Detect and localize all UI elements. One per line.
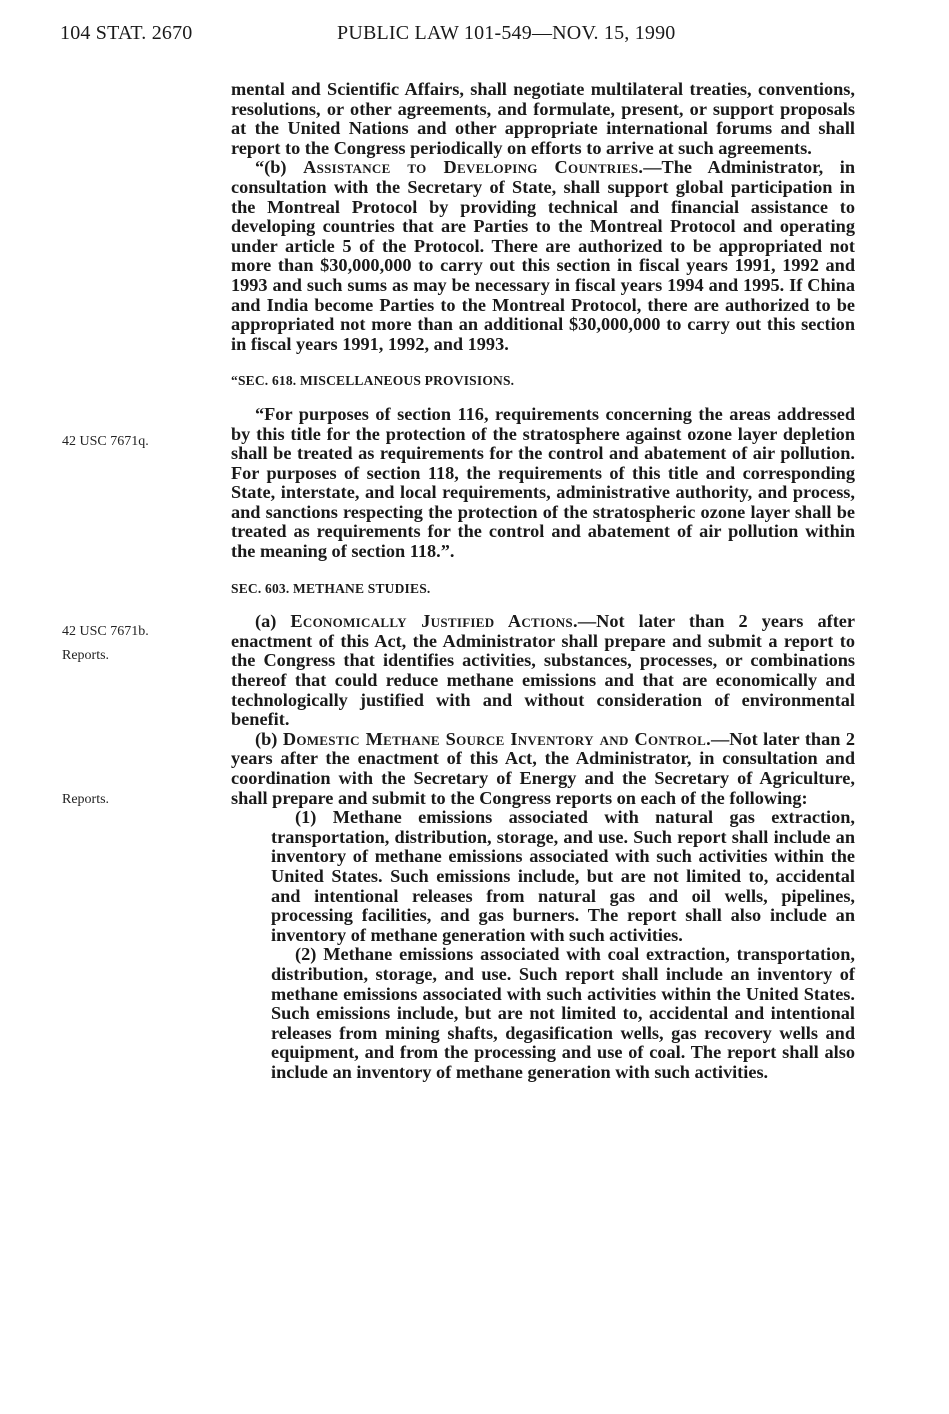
section-603-heading: SEC. 603. METHANE STUDIES. — [231, 580, 431, 596]
margin-note-usc-7671q: 42 USC 7671q. — [62, 434, 149, 449]
list-item-1: (1) Methane emissions associated with natural gas extraction, transportation, distribution, storage, and use. Such report shall include an inventory of methane emissions associated with such activities within the United States. Such emissions include, but are not limited to, accidental and intentional releases from natural gas and oil wells, pipelines, processing facilities, and gas burners. The report shall also include an inventory of methane generation with such activities. — [271, 807, 855, 945]
paragraph-b2-caption: Domestic Methane Source Inventory and Control. — [282, 728, 711, 749]
paragraph-a-body: —Not later than 2 years after enactment of this Act, the Administrator shall prepare and submit a report to the Congress that identifies activities, substances, processes, or combinations thereof that could reduce methane emissions and that are economically and technologically justified with and without consideration of environmental benefit. — [231, 611, 856, 730]
paragraph-b-body: —The Administrator, in consultation with the Secretary of State, shall support global participation in the Montreal Protocol by providing technical and financial assistance to developing countries that are Parties to the Montreal Protocol and operating under article 5 of the Protocol. There are authorized to be appropriated not more than $30,000,000 to carry out this section in fiscal years 1991, 1992 and 1993 and such sums as may be necessary in fiscal years 1994 and 1995. If China and India become Parties to the Montreal Protocol, there are authorized to be appropriated not more than an additional $30,000,000 to carry out this section in fiscal years 1991, 1992, and 1993. — [231, 157, 855, 354]
page-header — [60, 22, 869, 52]
paragraph-b-assistance — [231, 158, 855, 354]
paragraph-intro: mental and Scientific Affairs, shall negotiate multilateral treaties, conventions, resolutions, or other agreements, and formulate, present, or support proposals at the United Nations and other appropriate international forums and shall report to the Congress periodically on efforts to arrive at such agreements. — [231, 79, 855, 158]
paragraph-b-domestic — [231, 730, 855, 808]
stat-page-number: 104 STAT. 2670 — [60, 22, 193, 44]
paragraph-b-caption: Assistance to Developing Countries. — [303, 157, 644, 178]
list-item-2: (2) Methane emissions associated with coal extraction, transportation, distribution, storage, and use. Such report shall include an inventory of methane emissions associated with such activities within the United States. Such emissions include, but are not limited to, accidental and intentional releases from mining shafts, degasification wells, gas recovery wells and equipment, and from the processing and use of coal. The report shall also include an inventory of methane generation with such activities. — [271, 944, 855, 1082]
paragraph-b-open: “(b) — [255, 157, 304, 178]
section-618-body: “For purposes of section 116, requirements concerning the areas addressed by this title for the protection of the stratosphere against ozone layer depletion shall be treated as requirements for the control and abatement of air pollution. For purposes of section 118, the requirements of this title and corresponding State, interstate, and local requirements, administrative authority, and process, and sanctions respecting the protection of the stratospheric ozone layer shall be treated as requirements for the control and abatement of air pollution within the meaning of section 118.”. — [231, 403, 855, 562]
paragraph-b2-open: (b) — [255, 728, 283, 749]
paragraph-a-caption: Economically Justified Actions. — [290, 611, 578, 632]
paragraph-b2-body: —Not later than 2 years after the enactment of this Act, the Administrator, in consultation and coordination with the Secretary of Energy and the Secretary of Agriculture, shall prepare and submit to the Congress reports on each of the following: — [231, 728, 855, 808]
margin-note-reports-a: Reports. — [62, 648, 110, 663]
paragraph-a-economic — [231, 612, 855, 730]
section-618-heading: “SEC. 618. MISCELLANEOUS PROVISIONS. — [231, 373, 515, 389]
document-body — [231, 80, 855, 1083]
margin-note-usc-7671b: 42 USC 7671b. — [62, 624, 149, 639]
paragraph-a-open: (a) — [255, 611, 291, 632]
margin-note-reports-b: Reports. — [62, 792, 110, 807]
public-law-title: PUBLIC LAW 101-549—NOV. 15, 1990 — [337, 22, 676, 44]
